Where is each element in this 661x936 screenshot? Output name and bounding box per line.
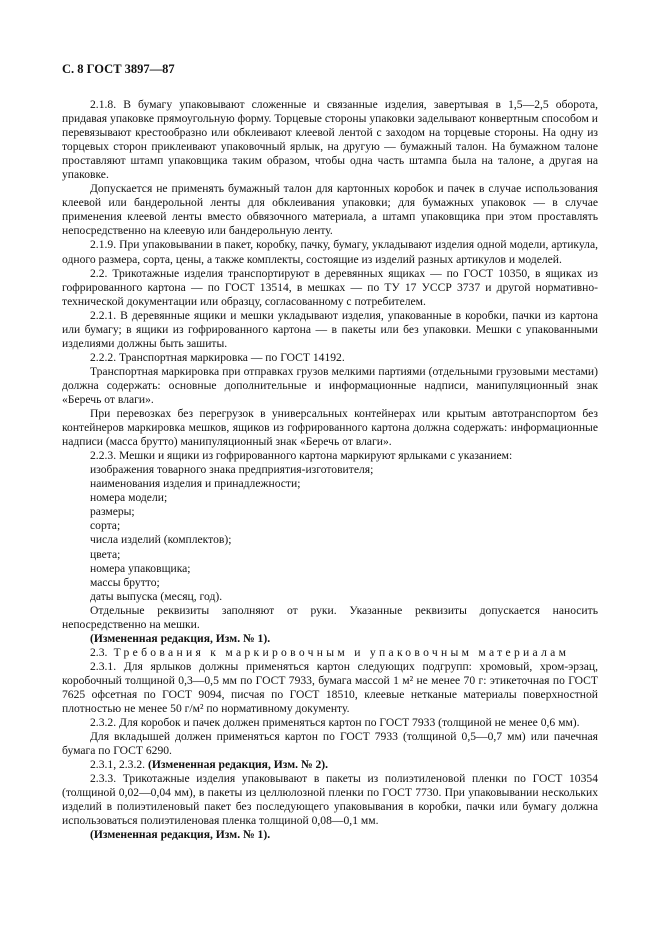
paragraph-2-2-1: 2.2.1. В деревянные ящики и мешки укладывают изделия, упакованные в коробки, пачки из картона или бумагу; в ящики из гофрированного картона — в пакеты или без упаковки. Мешки с упакованными изделиями должны быть зашиты.	[62, 308, 598, 350]
paragraph-inserts: Для вкладышей должен применяться картон по ГОСТ 7933 (толщиной 0,5—0,7 мм) или пачечная бумага по ГОСТ 6290.	[62, 730, 598, 758]
list-item: числа изделий (комплектов);	[90, 533, 232, 547]
list-item: номера упаковщика;	[90, 561, 191, 575]
list-item: массы брутто;	[90, 575, 160, 589]
list-item: даты выпуска (месяц, год).	[90, 589, 223, 603]
paragraph-2-3-2: 2.3.2. Для коробок и пачек должен применяться картон по ГОСТ 7933 (толщиной не менее 0,6 мм).	[90, 716, 580, 730]
section-number: 2.3.	[90, 645, 108, 659]
list-item: изображения товарного знака предприятия-изготовителя;	[90, 463, 374, 477]
change-note-2	[62, 758, 598, 772]
list-item: наименования изделия и принадлежности;	[90, 477, 301, 491]
change-note-prefix: 2.3.1, 2.3.2.	[90, 758, 148, 772]
paragraph-2-3-1: 2.3.1. Для ярлыков должны применяться картон следующих подгрупп: хромовый, хром-эрзац, коробочный толщиной 0,3—0,5 мм по ГОСТ 7933, бумага массой 1 м² не менее 70 г: этикеточная по ГОСТ 7625 офсетная по ГОСТ 9094, писчая по ГОСТ 18510, клеевые нетканые материалы поверхностной плотностью не менее 50 г/м² по нормативному документу.	[62, 659, 598, 716]
paragraph-after-list: Отдельные реквизиты заполняют от руки. Указанные реквизиты допускается наносить непосредственно на мешки.	[62, 603, 598, 631]
list-item: цвета;	[90, 547, 121, 561]
change-note: (Измененная редакция, Изм. № 1).	[90, 631, 271, 645]
document-body	[62, 98, 598, 842]
section-title: Требования к маркировочным и упаковочным материалам	[113, 645, 570, 659]
paragraph-2-3-3: 2.3.3. Трикотажные изделия упаковывают в пакеты из полиэтиленовой пленки по ГОСТ 10354 (толщиной 0,02—0,04 мм), в пакеты из целлюлозной пленки по ГОСТ 7730. При упаковывании нескольких изделий в полиэтиленовый пакет без последующего упаковывания в коробки, пачки или бумагу должна использоваться полиэтиленовая пленка толщиной 0,08—0,1 мм.	[62, 772, 598, 828]
paragraph-2-2: 2.2. Трикотажные изделия транспортируют в деревянных ящиках — по ГОСТ 10350, в ящиках из гофрированного картона — по ГОСТ 13514, в мешках — по ТУ 17 УССР 3737 и другой нормативно-технической документации или образцу, согласованному с потребителем.	[62, 266, 598, 308]
list-item: сорта;	[90, 519, 121, 533]
change-note-text: (Измененная редакция, Изм. № 2).	[147, 758, 329, 772]
page-header: С. 8 ГОСТ 3897—87	[62, 62, 175, 76]
list-item: размеры;	[90, 505, 135, 519]
change-note: (Измененная редакция, Изм. № 1).	[90, 828, 271, 842]
section-heading-2-3	[62, 646, 598, 660]
paragraph-2-2-2: 2.2.2. Транспортная маркировка — по ГОСТ 14192.	[90, 350, 345, 364]
paragraph-container-transport: При перевозках без перегрузок в универсальных контейнерах или крытым автотранспортом без контейнеров маркировка мешков, ящиков из гофрированного картона должна содержать: информационные надписи (масса брутто) манипуляционный знак «Беречь от влаги».	[62, 407, 598, 449]
paragraph-2-2-3: 2.2.3. Мешки и ящики из гофрированного картона маркируют ярлыками с указанием:	[90, 449, 513, 463]
paragraph-allowance: Допускается не применять бумажный талон для картонных коробок и пачек в случае использования клеевой или бандерольной ленты для обклеивания упаковки; для бумажных упаковок — в случае применения клеевой ленты вместо обвязочного материала, а штамп упаковщика при этом проставлять непосредственно на клеевую или бандерольную ленту.	[62, 182, 598, 238]
paragraph-2-1-9: 2.1.9. При упаковывании в пакет, коробку, пачку, бумагу, укладывают изделия одной модели, артикула, одного размера, сорта, цены, а также комплекты, состоящие из изделий разных артикулов и моделей.	[62, 238, 598, 266]
list-item: номера модели;	[90, 491, 168, 505]
paragraph-2-1-8: 2.1.8. В бумагу упаковывают сложенные и связанные изделия, завертывая в 1,5—2,5 оборота, придавая упаковке прямоугольную форму. Торцевые стороны упаковки заделывают конвертным способом и перевязывают крестообразно или обклеивают клеевой лентой с заходом на торцевые стороны. На одну из торцевых сторон приклеивают упаковочный ярлык, на другую — бумажный талон. На бумажном талоне проставляют штамп упаковщика таким образом, чтобы одна часть штампа была на талоне, а другая на упаковке.	[62, 98, 598, 182]
paragraph-transport-marking: Транспортная маркировка при отправках грузов мелкими партиями (отдельными грузовыми местами) должна содержать: основные дополнительные и информационные надписи, манипуляционный знак «Беречь от влаги».	[62, 364, 598, 406]
